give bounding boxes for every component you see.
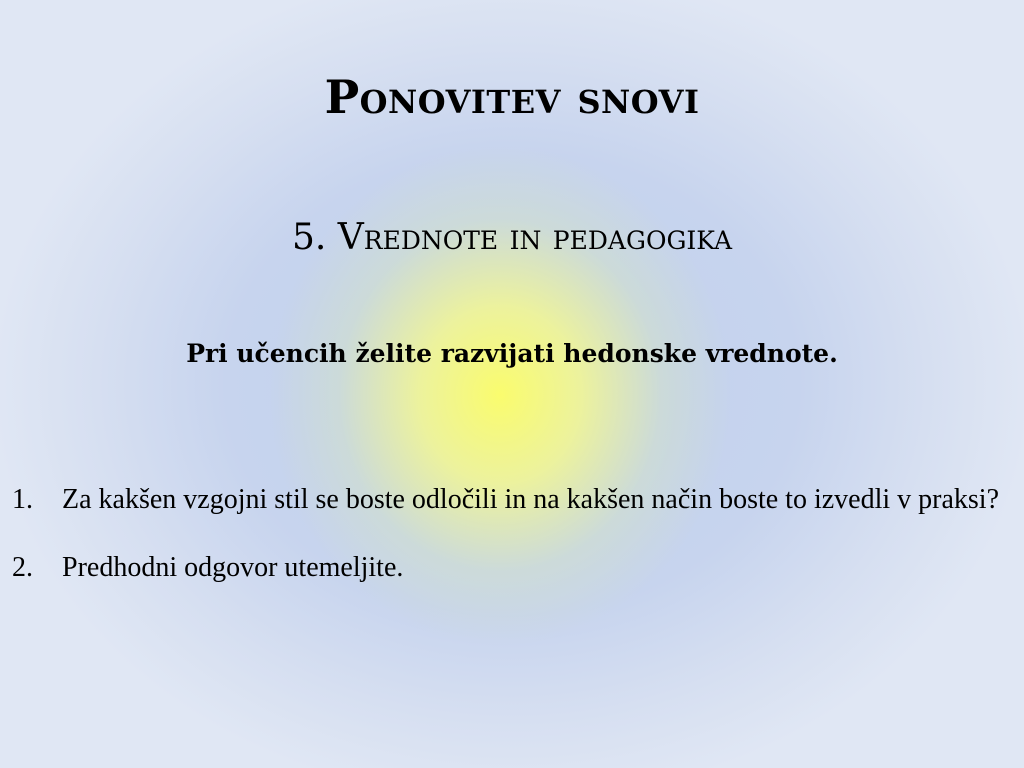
slide-title: Ponovitev snovi [324, 70, 700, 124]
slide-subtitle: 5. Vrednote in pedagogika [291, 217, 733, 258]
question-item [0, 470, 1024, 530]
question-text: Predhodni odgovor utemeljite. [62, 552, 404, 583]
question-list [0, 470, 1024, 606]
question-number: 1. [12, 484, 33, 515]
question-text: Za kakšen vzgojni stil se boste odločili in na kakšen način boste to izvedli v praksi? [62, 484, 1000, 515]
question-item [0, 538, 1024, 598]
slide-prompt: Pri učencih želite razvijati hedonske vrednote. [186, 339, 838, 368]
question-number: 2. [12, 552, 33, 583]
